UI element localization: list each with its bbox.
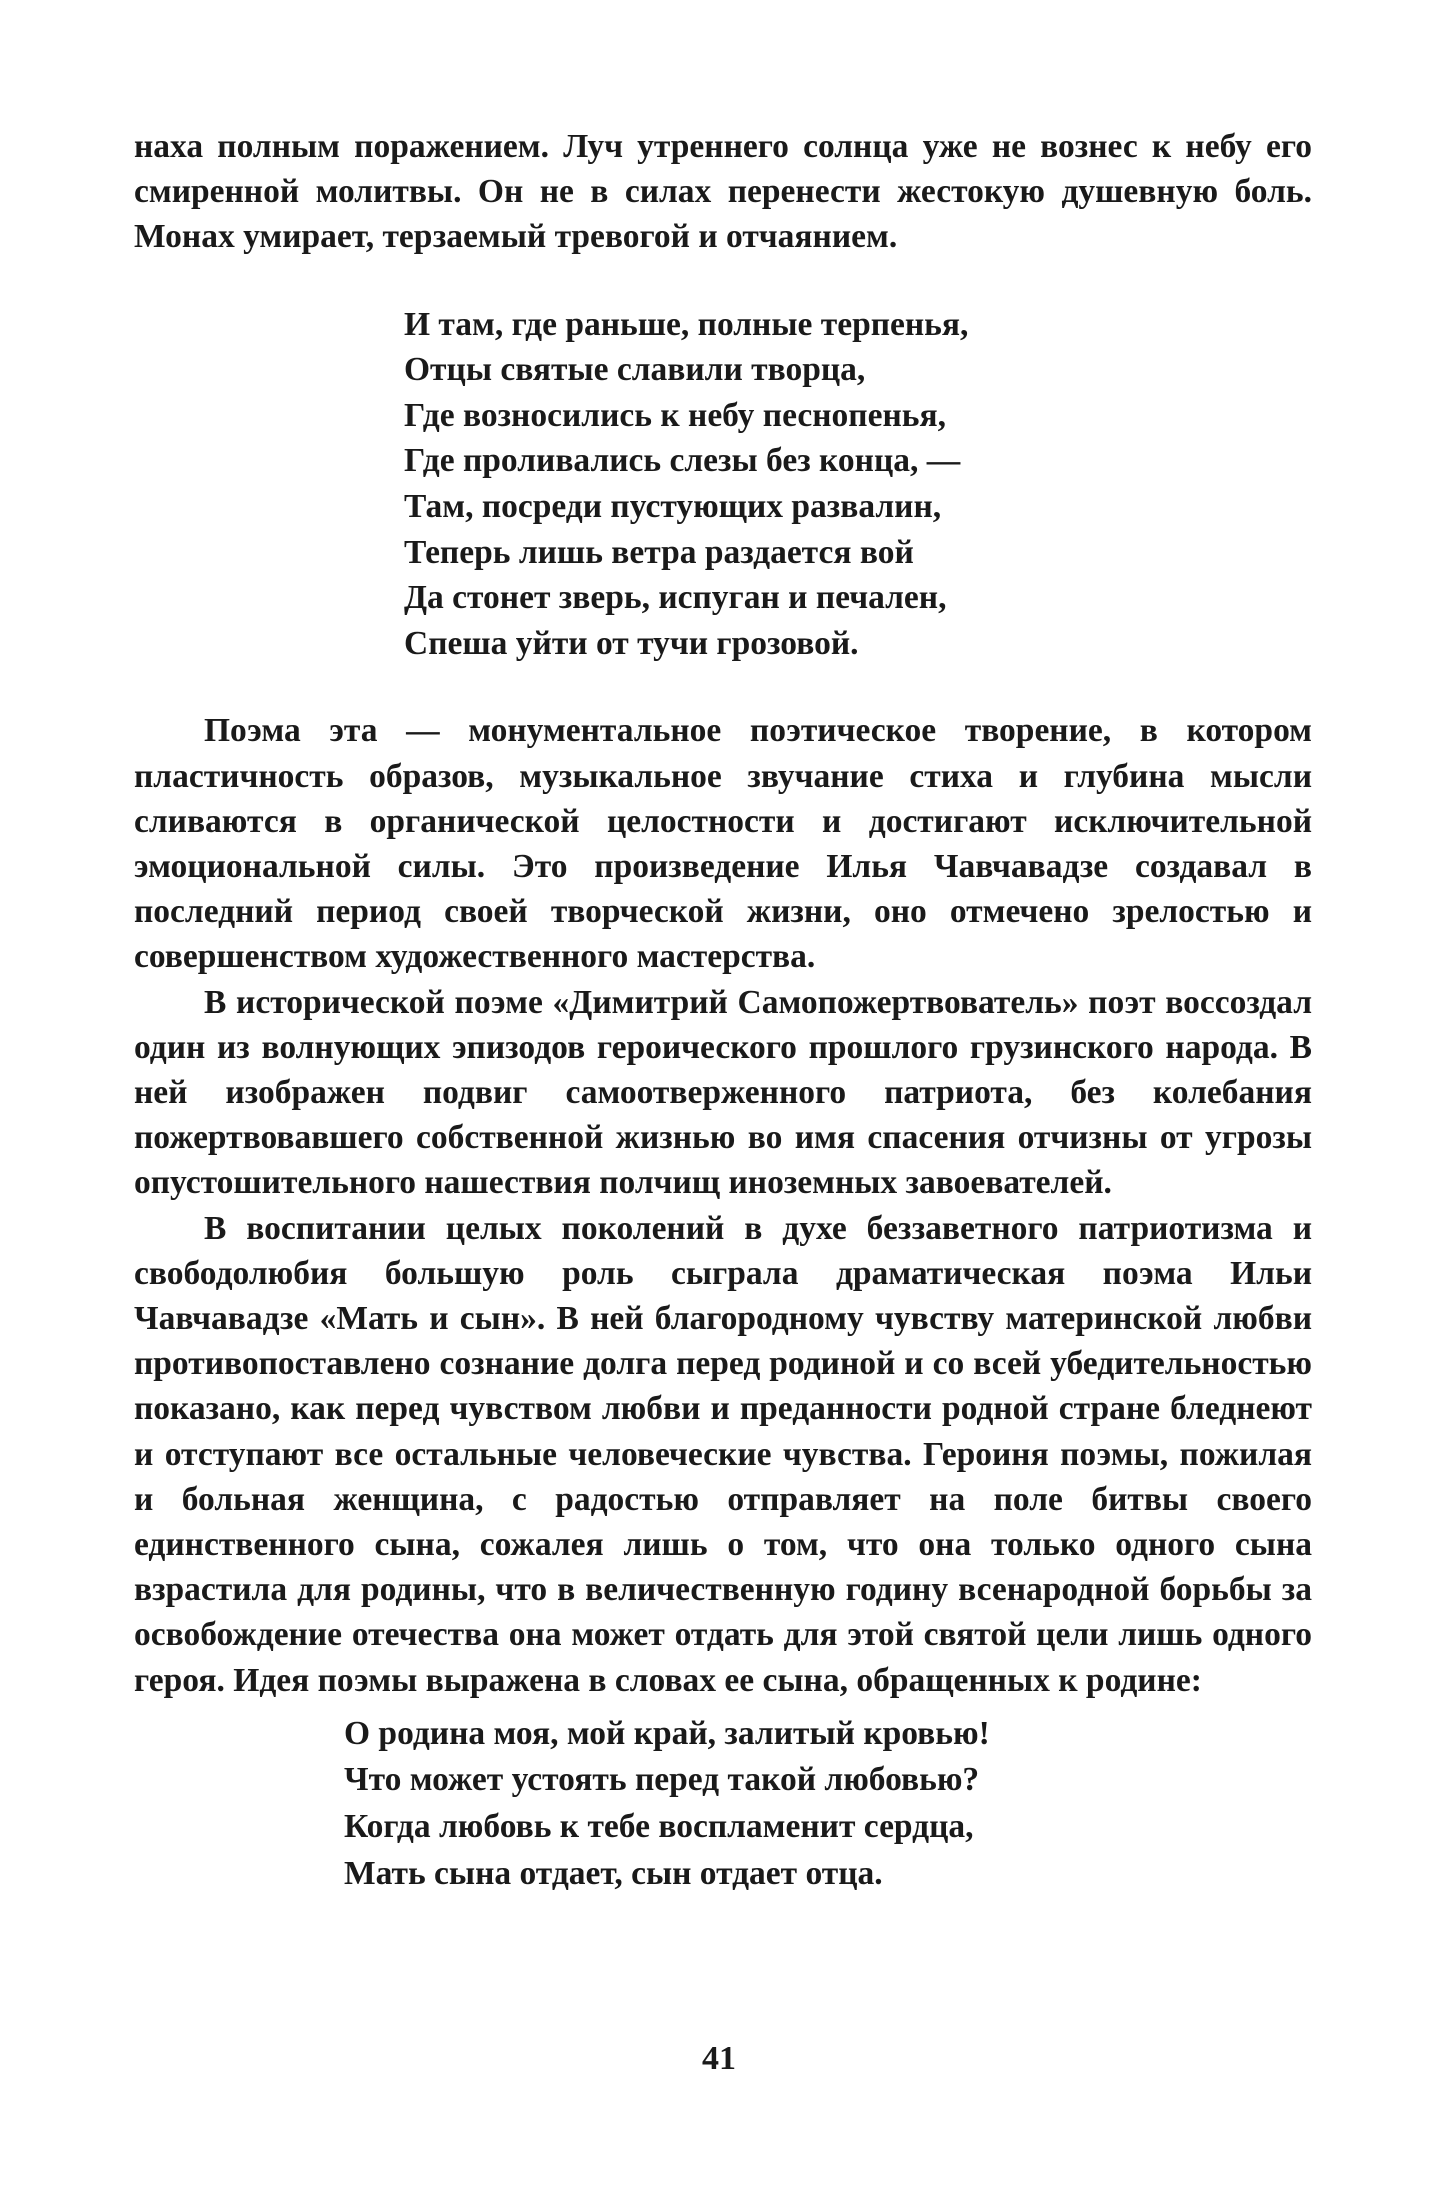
book-page xyxy=(134,124,1312,1897)
verse-line: Отцы святые славили творца, xyxy=(404,351,866,389)
verse-line: И там, где раньше, полные терпенья, xyxy=(404,305,969,343)
verse-stanza-ruins xyxy=(404,302,1312,667)
verse-line: О родина моя, мой край, залитый кровью! xyxy=(344,1714,990,1752)
paragraph-monumental-poem: Поэма эта — монументальное поэтическое творение, в котором пластичность образов, музыкальное звучание стиха и глубина мысли сливаются в органической целостности и достигают исключительной эмоциональной силы. Это произведение Илья Чавчавадзе создавал в последний период своей творческой жизни, оно отмечено зрелостью и совершенством художественного мастерства. xyxy=(134,712,1312,976)
paragraph-dimitri: В исторической поэме «Димитрий Самопожертвователь» поэт воссоздал один из волнующих эпизодов героического прошлого грузинского народа. В ней изображен подвиг самоотверженного патриота, без колебания пожертвовавшего собственной жизнью во имя спасения отчизны от угрозы опустошительного нашествия полчищ иноземных завоевателей. xyxy=(134,983,1312,1202)
verse-line: Там, посреди пустующих развалин, xyxy=(404,487,942,525)
verse-line: Когда любовь к тебе воспламенит сердца, xyxy=(344,1808,974,1846)
verse-line: Где проливались слезы без конца, — xyxy=(404,442,961,480)
page-number: 41 xyxy=(702,2040,736,2077)
verse-line: Спеша уйти от тучи грозовой. xyxy=(404,624,859,662)
verse-line: Где возносились к небу песнопенья, xyxy=(404,396,946,434)
verse-line: Да стонет зверь, испуган и печален, xyxy=(404,579,947,617)
verse-stanza-homeland xyxy=(344,1711,1312,1897)
paragraph-mother-and-son: В воспитании целых поколений в духе беззаветного патриотизма и свободолюбия большую роль сыграла драматическая поэма Ильи Чавчавадзе «Мать и сын». В ней благородному чувству материнской любви противопоставлено сознание долга перед родиной и со всей убедительностью показано, как перед чувством любви и преданности родной стране бледнеют и отступают все остальные человеческие чувства. Героиня поэмы, пожилая и больная женщина, с радостью отправляет на поле битвы своего единственного сына, сожалея лишь о том, что она только одного сына взрастила для родины, что в величественную годину всенародной борьбы за освобождение отечества она может отдать для этой святой цели лишь одного героя. Идея поэмы выражена в словах ее сына, обращенных к родине: xyxy=(134,1209,1312,1699)
verse-line: Что может устоять перед такой любовью? xyxy=(344,1761,980,1799)
verse-line: Мать сына отдает, сын отдает отца. xyxy=(344,1854,883,1892)
opening-paragraph: наха полным поражением. Луч утреннего солнца уже не вознес к небу его смиренной молитвы. Он не в силах перенести жестокую душевную боль. Монах умирает, терзаемый тревогой и отчаянием. xyxy=(134,128,1312,256)
verse-line: Теперь лишь ветра раздается вой xyxy=(404,533,914,571)
